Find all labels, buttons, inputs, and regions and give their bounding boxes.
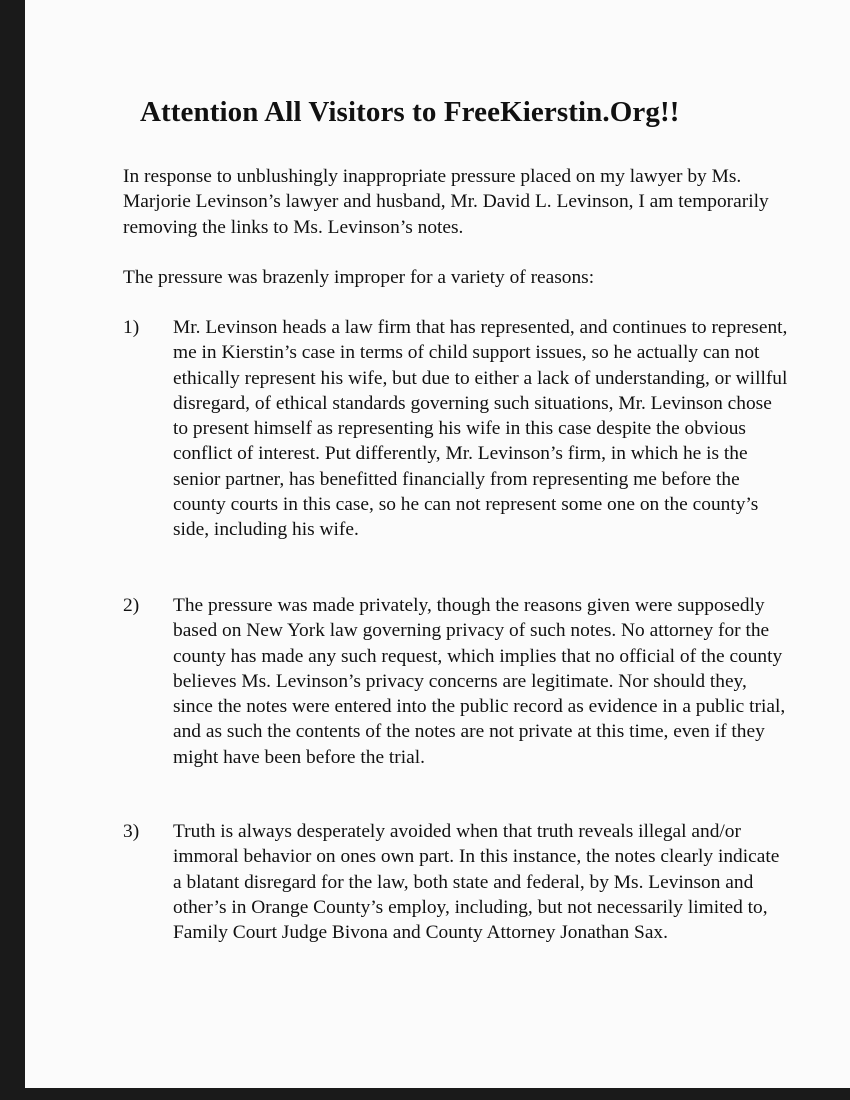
list-item-number: 2) — [123, 595, 140, 616]
page-title: Attention All Visitors to FreeKierstin.Org!! — [140, 96, 680, 128]
list-item-number: 3) — [123, 821, 140, 842]
scan-border-bottom — [0, 1088, 850, 1100]
lead-paragraph: The pressure was brazenly improper for a variety of reasons: — [123, 267, 595, 288]
scan-border-left — [0, 0, 25, 1100]
list-item-text: Truth is always desperately avoided when that truth reveals illegal and/or immoral behavior on ones own part. In this instance, the notes clearly indicate a blatant disregard for the law, both state and federal, by Ms. Levinson and other’s in Orange County’s employ, including, but not necessarily limited to, Family Court Judge Bivona and County Attorney Jonathan Sax. — [173, 821, 780, 944]
list-item-text: The pressure was made privately, though the reasons given were supposedly based on New York law governing privacy of such notes. No attorney for the county has made any such request, which implies that no official of the county believes Ms. Levinson’s privacy concerns are legitimate. Nor should they, since the notes were entered into the public record as evidence in a public trial, and as such the contents of the notes are not private at this time, even if they might have been before the trial. — [173, 595, 786, 768]
intro-paragraph: In response to unblushingly inappropriate pressure placed on my lawyer by Ms. Marjorie Levinson’s lawyer and husband, Mr. David L. Levinson, I am temporarily removing the links to Ms. Levinson’s notes. — [123, 166, 769, 238]
list-item-number: 1) — [123, 317, 140, 338]
list-item-text: Mr. Levinson heads a law firm that has represented, and continues to represent, me in Kierstin’s case in terms of child support issues, so he actually can not ethically represent his wife, but due to either a lack of understanding, or willful disregard, of ethical standards governing such situations, Mr. Levinson chose to present himself as representing his wife in this case despite the obvious conflict of interest. Put differently, Mr. Levinson’s firm, in which he is the senior partner, has benefitted financially from representing me before the county courts in this case, so he can not represent some one on the county’s side, including his wife. — [173, 317, 788, 541]
document-page — [25, 0, 850, 1088]
